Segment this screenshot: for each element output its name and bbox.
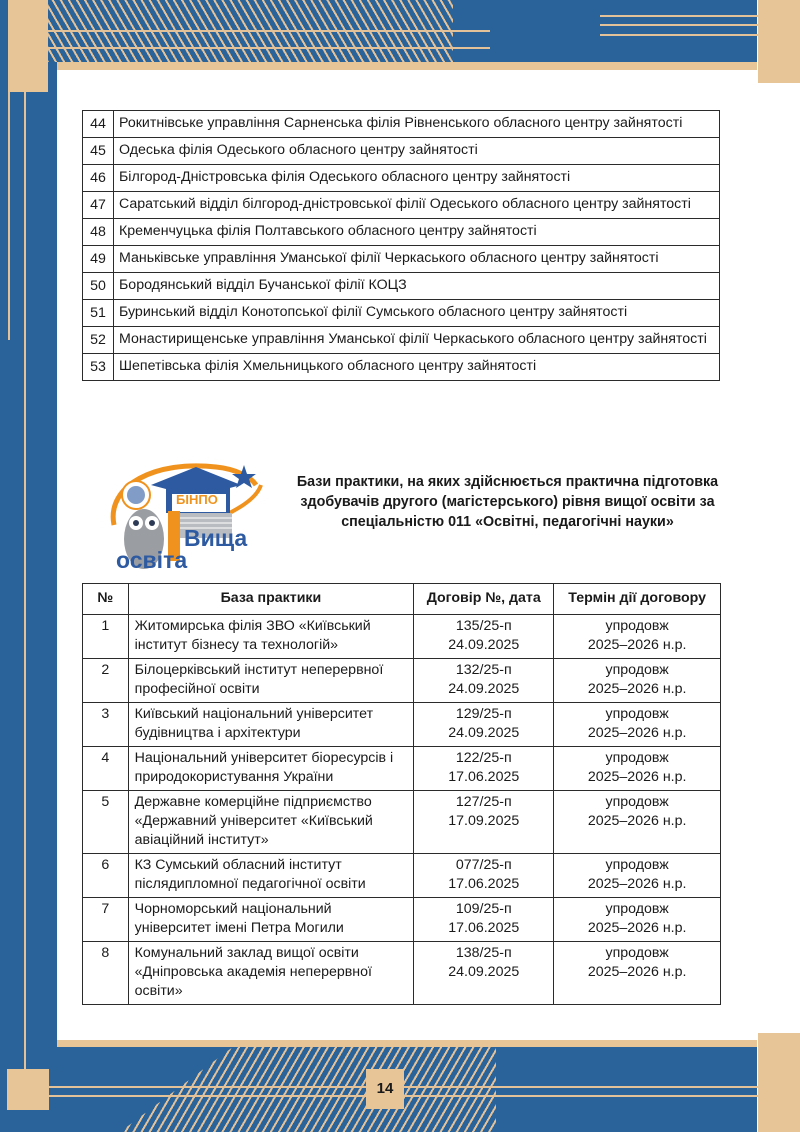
contract-number-date-line: 17.06.2025: [448, 920, 520, 936]
row-number: 45: [83, 138, 114, 165]
row-number: 49: [83, 246, 114, 273]
table-row: [83, 703, 721, 747]
practice-base: [128, 791, 414, 854]
logo-title-line2: освіта: [116, 547, 188, 573]
left-vertical-line-1: [8, 92, 10, 340]
top-left-tan-block: [8, 0, 48, 92]
page-number: 14: [366, 1069, 404, 1109]
practice-base-line: Київський національний університет будівництва і архітектури: [134, 706, 374, 741]
employment-centers-table: [82, 110, 720, 381]
contract-term: [554, 615, 721, 659]
practice-bases-table: [82, 583, 721, 1005]
row-number-line: 8: [101, 945, 110, 961]
contract-number-date: [414, 898, 554, 942]
contract-term-line: упродовж: [605, 706, 669, 722]
vyshcha-osvita-logo: [96, 455, 268, 575]
bottom-left-tan-block: [7, 1069, 49, 1110]
table-row: [83, 854, 721, 898]
contract-number-date-line: 24.09.2025: [448, 637, 520, 653]
bottom-tan-border: [57, 1040, 757, 1047]
logo-title-line1: Вища: [184, 525, 248, 551]
contract-number-date-line: 135/25-п: [455, 618, 512, 634]
contract-number-date-line: 077/25-п: [455, 857, 512, 873]
contract-term-line: упродовж: [605, 945, 669, 961]
row-number: 51: [83, 300, 114, 327]
row-number: 46: [83, 165, 114, 192]
practice-base-line: Комунальний заклад вищої освіти «Дніпровська академія неперервної освіти»: [134, 945, 372, 999]
practice-base: [128, 615, 414, 659]
contract-number-date-line: 24.09.2025: [448, 725, 520, 741]
practice-base: [128, 898, 414, 942]
top-right-line-1: [600, 15, 758, 17]
table-row: [83, 246, 720, 273]
table-row: [83, 165, 720, 192]
header-contract: Договір №, дата: [414, 584, 554, 615]
row-number: 44: [83, 111, 114, 138]
table-row: [83, 192, 720, 219]
row-number: [83, 898, 129, 942]
contract-number-date-line: 17.06.2025: [448, 769, 520, 785]
contract-term-line: 2025–2026 н.р.: [587, 876, 687, 892]
contract-term: [554, 747, 721, 791]
contract-number-date-line: 24.09.2025: [448, 964, 520, 980]
frame-right-white: [757, 0, 800, 1132]
contract-term-line: упродовж: [605, 794, 669, 810]
row-number: 52: [83, 327, 114, 354]
practice-base-line: Національний університет біоресурсів і природокористування України: [134, 750, 394, 785]
practice-base: [128, 703, 414, 747]
row-number: [83, 703, 129, 747]
contract-number-date-line: 17.06.2025: [448, 876, 520, 892]
logo-badge: БІНПО: [176, 492, 218, 507]
contract-term-line: 2025–2026 н.р.: [587, 964, 687, 980]
organization-name: Маньківське управління Уманської філії Черкаського обласного центру зайнятості: [114, 246, 720, 273]
table-row: [83, 111, 720, 138]
top-right-line-2: [600, 24, 758, 26]
practice-base: [128, 747, 414, 791]
practice-base-line: Білоцерківський інститут неперервної професійної освіти: [134, 662, 384, 697]
organization-name: Бородянський відділ Бучанської філії КОЦЗ: [114, 273, 720, 300]
header-term: Термін дії договору: [554, 584, 721, 615]
contract-term-line: 2025–2026 н.р.: [587, 920, 687, 936]
organization-name: Буринський відділ Конотопської філії Сумського обласного центру зайнятості: [114, 300, 720, 327]
contract-term: [554, 942, 721, 1005]
left-vertical-line-2: [24, 92, 26, 1072]
contract-number-date: [414, 747, 554, 791]
contract-term-line: 2025–2026 н.р.: [587, 769, 687, 785]
contract-number-date: [414, 791, 554, 854]
contract-number-date: [414, 659, 554, 703]
contract-number-date-line: 129/25-п: [455, 706, 512, 722]
table-row: [83, 219, 720, 246]
practice-base-line: Житомирська філія ЗВО «Київський інститут бізнесу та технологій»: [134, 618, 371, 653]
row-number-line: 1: [101, 618, 110, 634]
table-row: [83, 747, 721, 791]
practice-base-line: Державне комерційне підприємство «Державний університет «Київський авіаційний інститут»: [134, 794, 373, 848]
table-row: [83, 273, 720, 300]
top-right-line-3: [600, 34, 758, 36]
organization-name: Монастирищенське управління Уманської філії Черкаського обласного центру зайнятості: [114, 327, 720, 354]
top-right-tan-block: [758, 0, 800, 83]
bottom-right-tan-block: [758, 1033, 800, 1132]
contract-term: [554, 791, 721, 854]
row-number-line: 5: [101, 794, 110, 810]
contract-number-date-line: 127/25-п: [455, 794, 512, 810]
contract-term-line: упродовж: [605, 750, 669, 766]
table-row: [83, 615, 721, 659]
table-row: [83, 942, 721, 1005]
contract-number-date: [414, 703, 554, 747]
table-row: [83, 354, 720, 381]
contract-term-line: 2025–2026 н.р.: [587, 725, 687, 741]
contract-term-line: 2025–2026 н.р.: [587, 813, 687, 829]
organization-name: Саратський відділ білгород-дністровської філії Одеського обласного центру зайнятості: [114, 192, 720, 219]
contract-number-date-line: 109/25-п: [455, 901, 512, 917]
contract-number-date-line: 122/25-п: [455, 750, 512, 766]
table-row: [83, 327, 720, 354]
top-line-1: [33, 30, 490, 32]
row-number-line: 7: [101, 901, 110, 917]
table-row: [83, 659, 721, 703]
contract-term-line: упродовж: [605, 901, 669, 917]
contract-number-date: [414, 942, 554, 1005]
header-number: №: [83, 584, 129, 615]
contract-number-date: [414, 615, 554, 659]
contract-number-date-line: 17.09.2025: [448, 813, 520, 829]
contract-term-line: упродовж: [605, 618, 669, 634]
organization-name: Кременчуцька філія Полтавського обласного центру зайнятості: [114, 219, 720, 246]
contract-number-date: [414, 854, 554, 898]
organization-name: Одеська філія Одеського обласного центру зайнятості: [114, 138, 720, 165]
practice-base-line: КЗ Сумський обласний інститут післядипломної педагогічної освіти: [134, 857, 366, 892]
contract-term: [554, 703, 721, 747]
practice-base: [128, 942, 414, 1005]
section-heading: Бази практики, на яких здійснюється практична підготовка здобувачів другого (магістерського) рівня вищої освіти за спеціальністю 011 «Освітні, педагогічні науки»: [296, 474, 719, 530]
contract-term: [554, 898, 721, 942]
row-number: [83, 615, 129, 659]
row-number: 48: [83, 219, 114, 246]
row-number: [83, 747, 129, 791]
practice-base: [128, 659, 414, 703]
table-row: [83, 300, 720, 327]
header-base: База практики: [128, 584, 414, 615]
contract-number-date-line: 24.09.2025: [448, 681, 520, 697]
organization-name: Білгород-Дністровська філія Одеського обласного центру зайнятості: [114, 165, 720, 192]
row-number-line: 2: [101, 662, 110, 678]
contract-number-date-line: 138/25-п: [455, 945, 512, 961]
top-tan-border: [57, 62, 757, 70]
row-number-line: 6: [101, 857, 110, 873]
practice-base: [128, 854, 414, 898]
organization-name: Рокитнівське управління Сарненська філія Рівненського обласного центру зайнятості: [114, 111, 720, 138]
row-number: 50: [83, 273, 114, 300]
table-row: [83, 791, 721, 854]
row-number: [83, 854, 129, 898]
contract-term-line: упродовж: [605, 662, 669, 678]
row-number: [83, 659, 129, 703]
row-number: [83, 791, 129, 854]
contract-term: [554, 659, 721, 703]
row-number-line: 3: [101, 706, 110, 722]
contract-term-line: упродовж: [605, 857, 669, 873]
top-line-2: [33, 47, 490, 49]
row-number-line: 4: [101, 750, 110, 766]
contract-term: [554, 854, 721, 898]
table-header-row: [83, 584, 721, 615]
practice-base-line: Чорноморський національний університет імені Петра Могили: [134, 901, 344, 936]
row-number: [83, 942, 129, 1005]
table-row: [83, 138, 720, 165]
table-row: [83, 898, 721, 942]
organization-name: Шепетівська філія Хмельницького обласного центру зайнятості: [114, 354, 720, 381]
row-number: 47: [83, 192, 114, 219]
row-number: 53: [83, 354, 114, 381]
contract-term-line: 2025–2026 н.р.: [587, 637, 687, 653]
contract-term-line: 2025–2026 н.р.: [587, 681, 687, 697]
contract-number-date-line: 132/25-п: [455, 662, 512, 678]
